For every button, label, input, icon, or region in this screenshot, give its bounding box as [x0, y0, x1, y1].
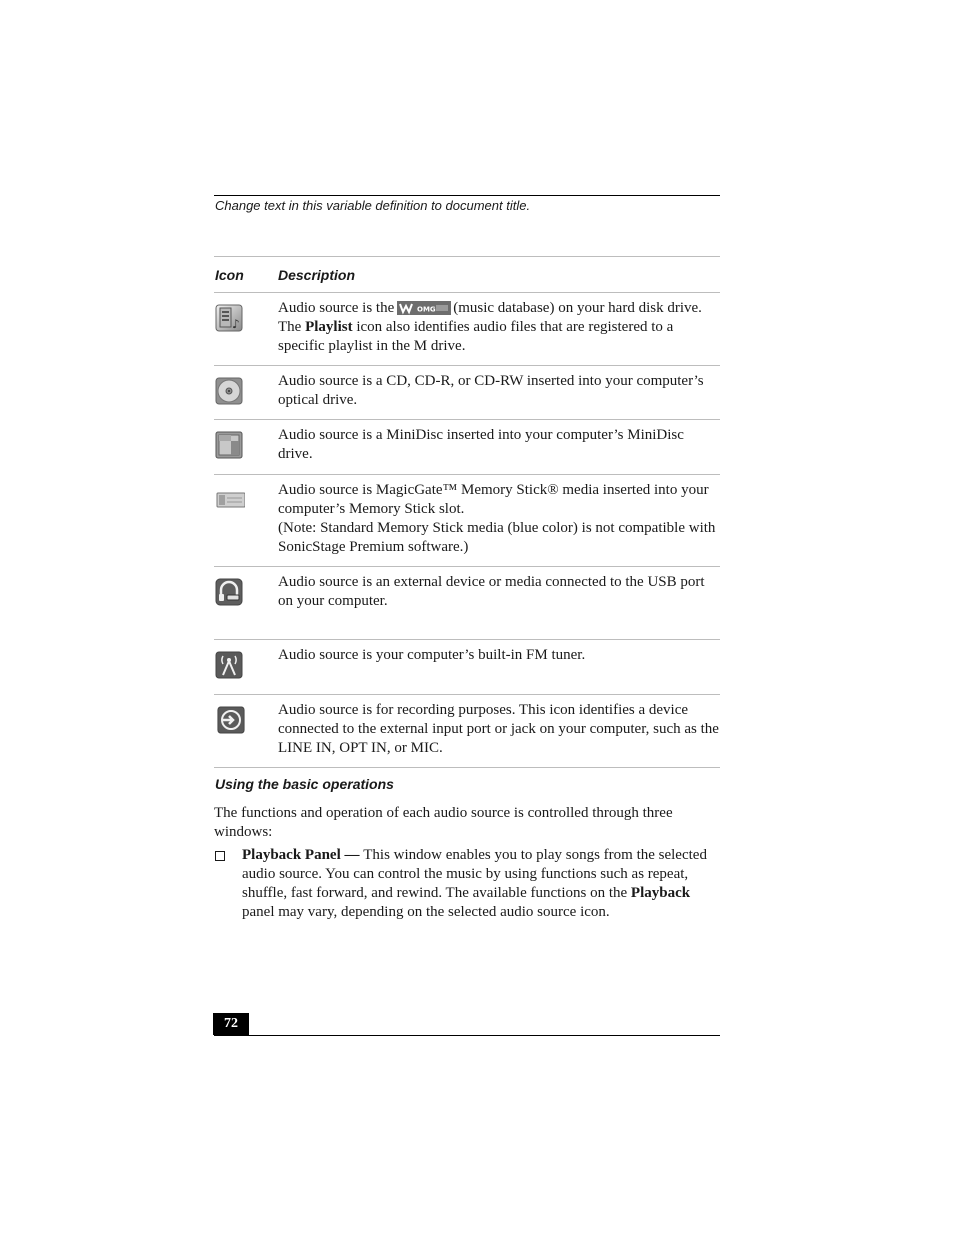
column-header-icon: Icon: [214, 257, 278, 293]
row-description: Audio source is a CD, CD-R, or CD-RW inserted into your computer’s optical drive.: [278, 366, 720, 420]
svg-text:OMG: OMG: [417, 305, 436, 314]
svg-text:♪: ♪: [232, 317, 240, 331]
music-database-icon: [215, 304, 243, 332]
row-description: Audio source is a MiniDisc inserted into your computer’s MiniDisc drive.: [278, 420, 720, 475]
running-title: Change text in this variable definition to document title.: [215, 198, 531, 213]
row-description: Audio source is your computer’s built-in FM tuner.: [278, 640, 720, 695]
memory-stick-icon: [215, 486, 245, 514]
table-row: [214, 475, 720, 567]
row-description: Audio source is MagicGate™ Memory Stick® media inserted into your computer’s Memory Stick slot. (Note: Standard Memory Stick media (blue color) is not compatible with SonicStage Premium software.): [278, 475, 720, 567]
icon-description-table: [214, 256, 720, 768]
recording-icon: [215, 706, 247, 734]
table-row: [214, 366, 720, 420]
compatibility-note: (Note: Standard Memory Stick media (blue color) is not compatible with SonicStage Premium software.): [278, 520, 716, 555]
footer-rule: [214, 1035, 720, 1036]
list-item: Playback Panel — This window enables you to play songs from the selected audio source. You can control the music by using functions such as repeat, shuffle, fast forward, and rewind. The available functions on the Playback panel may vary, depending on the selected audio source icon.: [214, 846, 720, 922]
omg-jukebox-logo: [397, 301, 451, 315]
header-rule: [214, 195, 720, 196]
table-row: [214, 640, 720, 695]
row-description: Audio source is the OMG (music database) on your hard disk drive. The Playlist icon also identifies audio files that are registered to a specific playlist in the M drive.: [278, 293, 720, 366]
cd-icon: [215, 377, 243, 405]
column-header-description: Description: [278, 257, 720, 293]
row-description: Audio source is for recording purposes. This icon identifies a device connected to the external input port or jack on your computer, such as the LINE IN, OPT IN, or MIC.: [278, 695, 720, 768]
table-row: [214, 420, 720, 475]
fm-tuner-icon: [215, 651, 243, 679]
section-heading: Using the basic operations: [215, 776, 394, 792]
row-description: Audio source is an external device or media connected to the USB port on your computer.: [278, 567, 720, 640]
checkbox-bullet-icon: [215, 851, 225, 861]
usb-device-icon: [215, 578, 243, 606]
page-number: 72: [213, 1013, 249, 1035]
table-row: [214, 695, 720, 768]
table-header-row: [214, 257, 720, 293]
minidisc-icon: [215, 431, 243, 459]
table-row: [214, 293, 720, 366]
intro-paragraph: The functions and operation of each audio source is controlled through three windows:: [214, 805, 673, 840]
table-row: [214, 567, 720, 640]
